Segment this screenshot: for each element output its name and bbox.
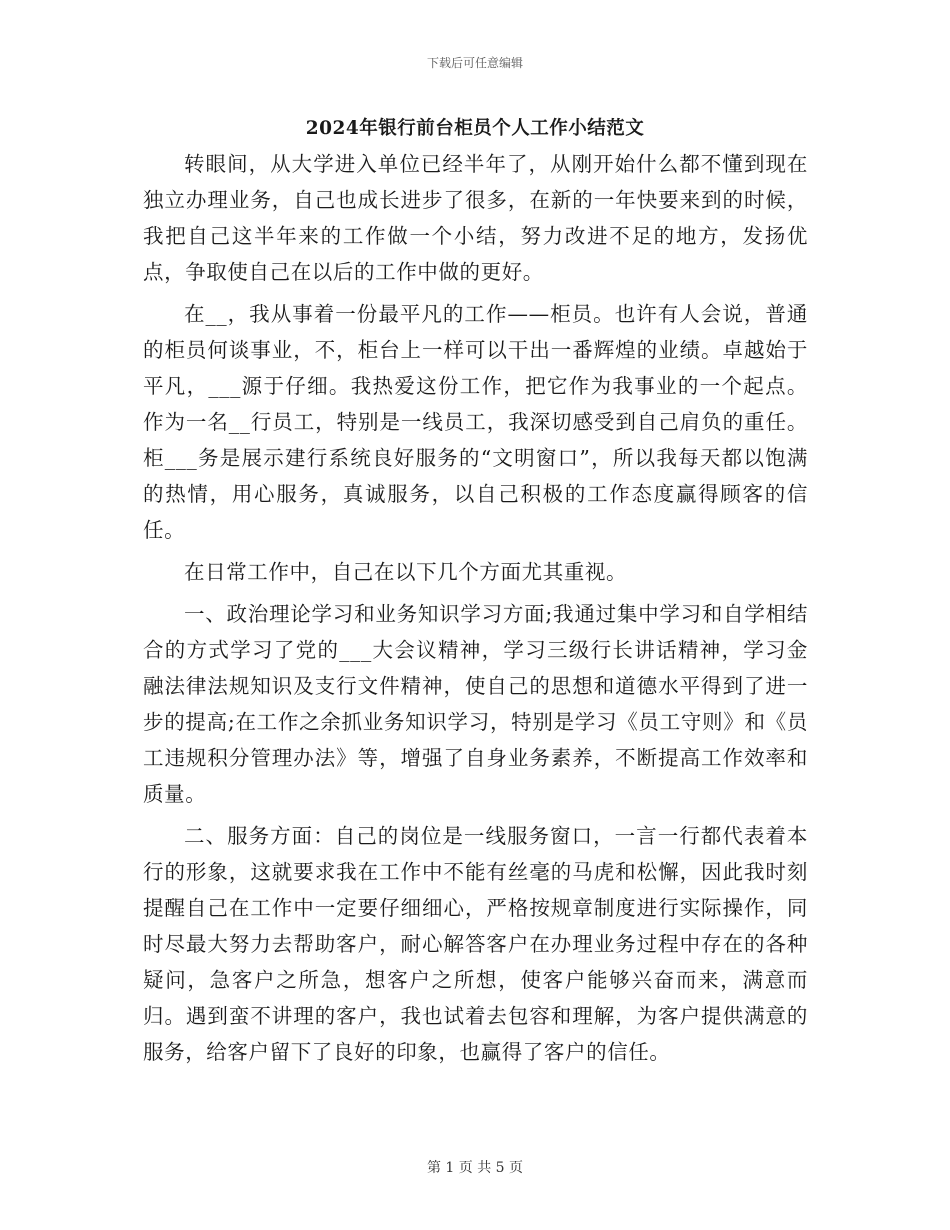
paragraph-service: 二、服务方面：自己的岗位是一线服务窗口，一言一行都代表着本行的形象，这就要求我在工作中不能有丝毫的马虎和松懈，因此我时刻提醒自己在工作中一定要仔细细心，严格按规章制度进行实际操作，同时尽最大努力去帮助客户，耐心解答客户在办理业务过程中存在的各种疑问，急客户之所急，想客户之所想，使客户能够兴奋而来，满意而归。遇到蛮不讲理的客户，我也试着去包容和理解，为客户提供满意的服务，给客户留下了良好的印象，也赢得了客户的信任。 xyxy=(143,824,808,1064)
paragraph-focus: 在日常工作中，自己在以下几个方面尤其重视。 xyxy=(184,560,628,584)
document-body xyxy=(143,146,808,1076)
paragraph-job: 在__，我从事着一份最平凡的工作——柜员。也许有人会说，普通的柜员何谈事业，不，柜台上一样可以干出一番辉煌的业绩。卓越始于平凡，___源于仔细。我热爱这份工作，把它作为我事业的一个起点。作为一名__行员工，特别是一线员工，我深切感受到自己肩负的重任。柜___务是展示建行系统良好服务的“文明窗口”，所以我每天都以饱满的热情，用心服务，真诚服务，以自己积极的工作态度赢得顾客的信任。 xyxy=(143,302,808,542)
paragraph-intro: 转眼间，从大学进入单位已经半年了，从刚开始什么都不懂到现在独立办理业务，自己也成长进步了很多，在新的一年快要来到的时候，我把自己这半年来的工作做一个小结，努力改进不足的地方，发扬优点，争取使自己在以后的工作中做的更好。 xyxy=(143,152,808,284)
page-header-note: 下载后可任意编辑 xyxy=(426,56,523,70)
document-title: 2024年银行前台柜员个人工作小结范文 xyxy=(305,118,645,139)
page-number: 第 1 页 共 5 页 xyxy=(426,1160,524,1176)
paragraph-study: 一、政治理论学习和业务知识学习方面;我通过集中学习和自学相结合的方式学习了党的___大会议精神，学习三级行长讲话精神，学习金融法律法规知识及支行文件精神，使自己的思想和道德水平得到了进一步的提高;在工作之余抓业务知识学习，特别是学习《员工守则》和《员工违规积分管理办法》等，增强了自身业务素养，不断提高工作效率和质量。 xyxy=(143,602,808,806)
